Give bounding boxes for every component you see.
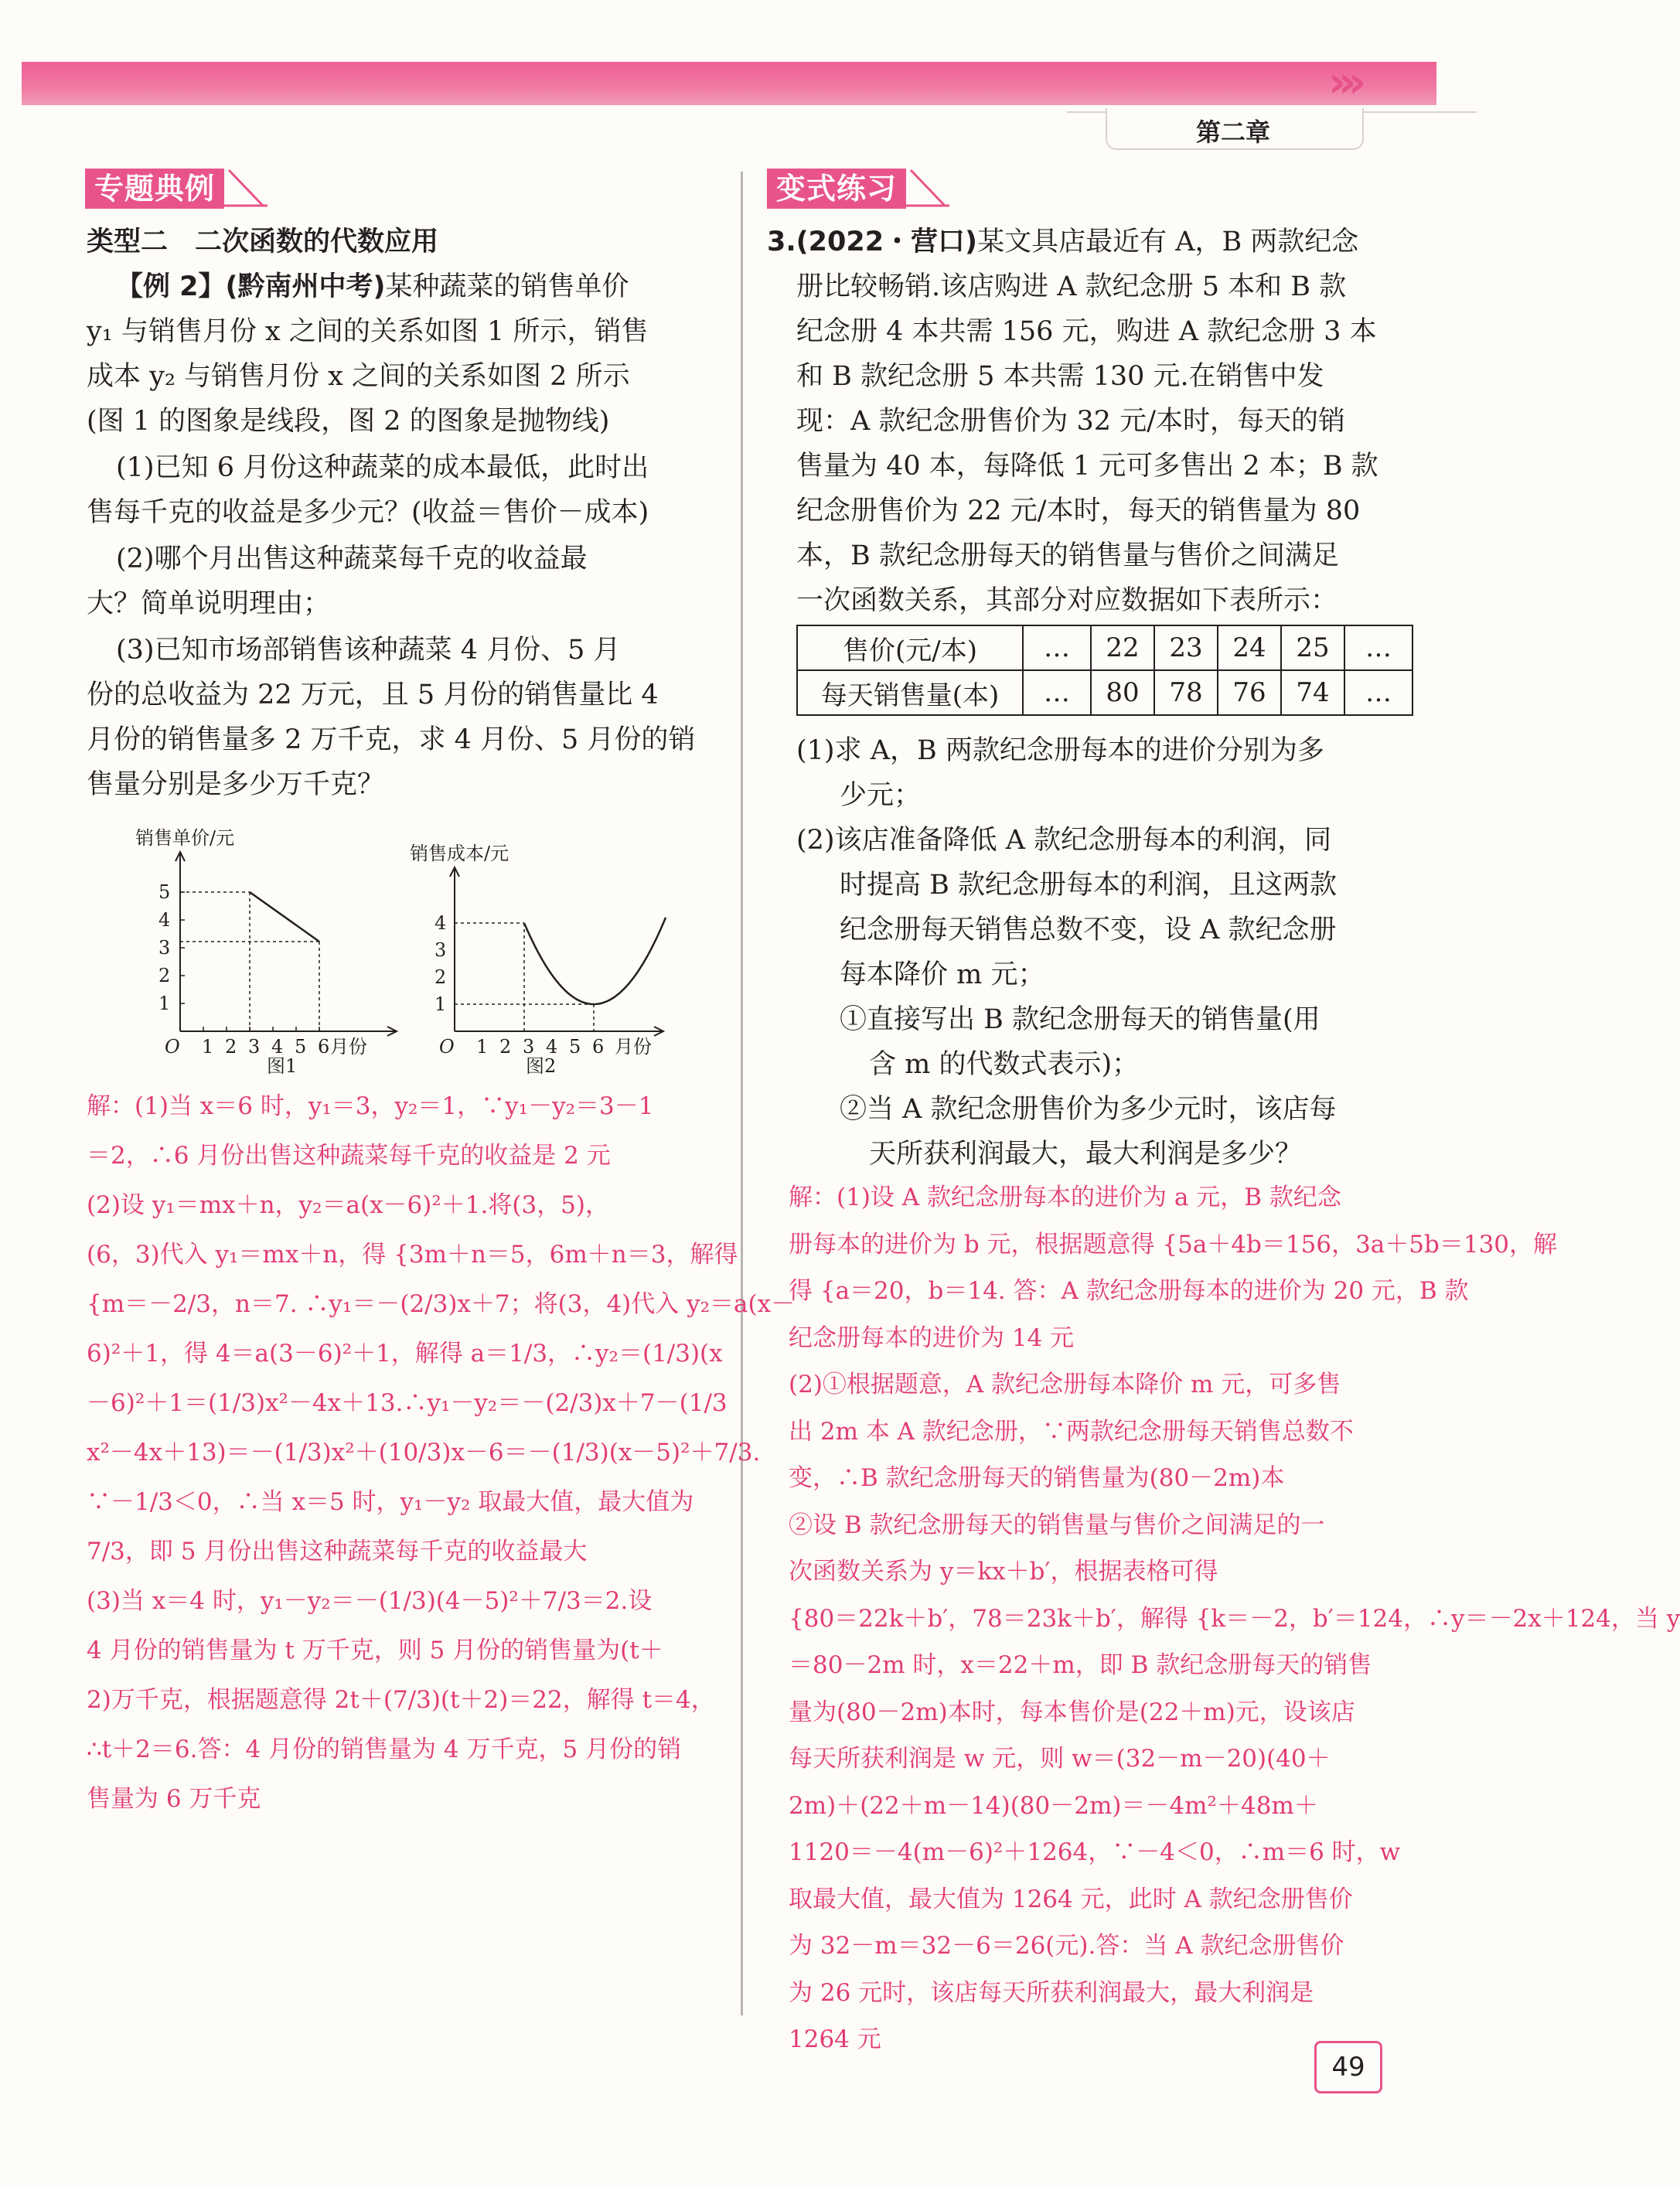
- table-cell: 80: [1091, 670, 1154, 715]
- fig2-xtick: 2: [499, 1036, 512, 1058]
- tag-slash-icon: [906, 169, 952, 209]
- solution-line: 解：(1)设 A 款纪念册每本的进价为 a 元，B 款纪念: [789, 1184, 1341, 1211]
- table-cell: …: [1344, 625, 1412, 670]
- tag-slash-icon: [224, 169, 271, 209]
- page-number: 49: [1314, 2041, 1382, 2093]
- solution-line: 变，∴B 款纪念册每天的销售量为(80－2m)本: [789, 1464, 1285, 1492]
- solution-line: (3)当 x＝4 时，y₁－y₂＝－(1/3)(4－5)²＋7/3＝2.设: [87, 1587, 653, 1615]
- table-cell: 74: [1281, 670, 1344, 715]
- fig1-xtick: 4: [271, 1036, 284, 1058]
- solution-line: 6)²＋1，得 4＝a(3－6)²＋1，解得 a＝1/3，∴y₂＝(1/3)(x: [87, 1340, 723, 1368]
- column-divider: [741, 172, 743, 2015]
- solution-line: ②设 B 款纪念册每天的销售量与售价之间满足的一: [789, 1511, 1325, 1539]
- question-label: 3.(2022・营口): [767, 227, 978, 257]
- solution-line: (6，3)代入 y₁＝mx＋n，得 {3m＋n＝5，6m＋n＝3，解得: [87, 1241, 738, 1269]
- fig2-xlabel: 月份: [615, 1036, 652, 1058]
- table-cell: …: [1023, 670, 1091, 715]
- fig2-ytick: 4: [434, 912, 447, 934]
- fig2-ylabel: 销售成本/元: [410, 843, 509, 864]
- solution-line: 次函数关系为 y＝kx＋b′，根据表格可得: [789, 1558, 1218, 1586]
- solution-line: 纪念册每本的进价为 14 元: [789, 1323, 1075, 1352]
- table-cell: …: [1023, 625, 1091, 670]
- figure-2: [410, 836, 711, 1077]
- fig2-xtick: 5: [569, 1036, 581, 1058]
- sub-question-2-line: 时提高 B 款纪念册每本的利润，且这两款: [840, 870, 1337, 901]
- question-2-line: (2)哪个月出售这种蔬菜每千克的收益最: [116, 543, 588, 574]
- table-cell: …: [1344, 670, 1412, 715]
- type-title: 类型二 二次函数的代数应用: [87, 227, 439, 257]
- fig2-caption: 图2: [526, 1055, 557, 1077]
- fig2-xtick-labels: [476, 1036, 604, 1058]
- fig1-xtick: 3: [248, 1036, 261, 1058]
- fig2-xtick: 4: [546, 1036, 558, 1058]
- fig1-xtick: 6: [318, 1036, 330, 1058]
- example-line: y₁ 与销售月份 x 之间的关系如图 1 所示，销售: [87, 316, 649, 347]
- question-line: 一次函数关系，其部分对应数据如下表所示：: [796, 585, 1338, 616]
- fig2-ytick-labels: [434, 912, 446, 1015]
- sub-question-2a-line: 含 m 的代数式表示)；: [869, 1049, 1140, 1080]
- sub-question-2-line: 纪念册每天销售总数不变，设 A 款纪念册: [840, 915, 1337, 945]
- fig2-parabola: [524, 918, 666, 1004]
- solution-line: 得 {a＝20，b＝14. 答：A 款纪念册每本的进价为 20 元，B 款: [789, 1277, 1469, 1305]
- table-cell: 76: [1218, 670, 1281, 715]
- question-line: 纪念册售价为 22 元/本时，每天的销售量为 80: [796, 496, 1361, 526]
- chapter-title: 第二章: [1195, 118, 1270, 147]
- price-sales-table: [796, 625, 1413, 716]
- fig1-ylabel: 销售单价/元: [135, 827, 235, 849]
- fig2-origin: O: [439, 1036, 455, 1058]
- example-line: 成本 y₂ 与销售月份 x 之间的关系如图 2 所示: [87, 361, 630, 392]
- question-2-line: 大？简单说明理由；: [87, 588, 331, 619]
- solution-line: 7/3，即 5 月份出售这种蔬菜每千克的收益最大: [87, 1538, 588, 1565]
- solution-line: {m＝－2/3，n＝7. ∴y₁＝－(2/3)x＋7；将(3，4)代入 y₂＝a(x－: [87, 1290, 796, 1318]
- solution-line: －6)²＋1＝(1/3)x²－4x＋13.∴y₁－y₂＝－(2/3)x＋7－(1/3: [87, 1389, 728, 1417]
- table-cell: 每天销售量(本): [797, 670, 1023, 715]
- fig1-xtick: 5: [295, 1036, 307, 1058]
- fig1-xlabel: 月份: [330, 1036, 367, 1058]
- example-text: 某种蔬菜的销售单价: [385, 271, 629, 302]
- table-cell: 24: [1218, 625, 1281, 670]
- fig1-ytick: 5: [158, 881, 171, 903]
- section-tag-left: [85, 169, 271, 209]
- fig1-xtick: 1: [202, 1036, 214, 1058]
- solution-line: 2m)＋(22＋m－14)(80－2m)＝－4m²＋48m＋: [789, 1791, 1318, 1820]
- sub-question-1-line: (1)求 A，B 两款纪念册每本的进价分别为多: [796, 735, 1324, 766]
- solution-line: 每天所获利润是 w 元，则 w＝(32－m－20)(40＋: [789, 1745, 1331, 1773]
- example-intro: [116, 264, 629, 309]
- table-cell: 78: [1154, 670, 1218, 715]
- fig1-xtick-labels: [202, 1036, 329, 1058]
- question-line: 本，B 款纪念册每天的销售量与售价之间满足: [796, 540, 1339, 571]
- solution-line: 4 月份的销售量为 t 万千克，则 5 月份的销售量为(t＋: [87, 1637, 663, 1664]
- fig1-caption: 图1: [267, 1055, 298, 1077]
- question-3-line: 月份的销售量多 2 万千克，求 4 月份、5 月份的销: [87, 724, 696, 755]
- section-tag-label: 专题典例: [85, 169, 224, 209]
- table-row: [797, 625, 1412, 670]
- solution-line: x²－4x＋13)＝－(1/3)x²＋(10/3)x－6＝－(1/3)(x－5)²＋7/3.: [87, 1439, 761, 1467]
- solution-line: (2)①根据题意，A 款纪念册每本降价 m 元，可多售: [789, 1371, 1341, 1398]
- solution-line: 2)万千克，根据题意得 2t＋(7/3)(t＋2)＝22，解得 t＝4，: [87, 1686, 715, 1714]
- question-1-line: (1)已知 6 月份这种蔬菜的成本最低，此时出: [116, 452, 649, 483]
- fig2-ytick: 2: [434, 966, 447, 988]
- table-cell: 22: [1091, 625, 1154, 670]
- solution-line: 1264 元: [789, 2025, 881, 2053]
- fig2-ytick: 1: [434, 993, 447, 1015]
- fig2-xtick: 6: [592, 1036, 605, 1058]
- sub-question-2-line: 每本降价 m 元；: [840, 959, 1045, 990]
- question-line: 现：A 款纪念册售价为 32 元/本时，每天的销: [796, 406, 1345, 437]
- question-3-line: (3)已知市场部销售该种蔬菜 4 月份、5 月: [116, 635, 621, 666]
- example-label: 【例 2】(黔南州中考): [116, 271, 386, 302]
- table-row: [797, 670, 1412, 715]
- fig1-segment: [250, 892, 319, 942]
- solution-line: 解：(1)当 x＝6 时，y₁＝3，y₂＝1，∵y₁－y₂＝3－1: [87, 1092, 654, 1120]
- fig1-ytick: 2: [158, 965, 171, 986]
- question-text: 某文具店最近有 A，B 两款纪念: [977, 227, 1359, 257]
- header-banner: [22, 62, 1436, 105]
- question-line: 售量为 40 本，每降低 1 元可多售出 2 本；B 款: [796, 451, 1378, 482]
- solution-line: {80＝22k＋b′，78＝23k＋b′，解得 {k＝－2，b′＝124，∴y＝－2x＋124，当 y: [789, 1604, 1680, 1633]
- solution-line: 量为(80－2m)本时，每本售价是(22＋m)元，设该店: [789, 1698, 1355, 1726]
- section-tag-label: 变式练习: [767, 169, 906, 209]
- fig2-ytick: 3: [434, 939, 447, 961]
- fig1-ytick: 1: [158, 993, 171, 1014]
- example-line: (图 1 的图象是线段，图 2 的图象是抛物线): [87, 406, 610, 437]
- solution-line: ＝2，∴6 月份出售这种蔬菜每千克的收益是 2 元: [87, 1142, 611, 1170]
- question-3-line: 份的总收益为 22 万元，且 5 月份的销售量比 4: [87, 680, 659, 710]
- solution-line: ∵－1/3＜0，∴当 x＝5 时，y₁－y₂ 取最大值，最大值为: [87, 1488, 694, 1516]
- solution-line: 售量为 6 万千克: [87, 1785, 261, 1813]
- solution-line: ＝80－2m 时，x＝22＋m，即 B 款纪念册每天的销售: [789, 1651, 1372, 1679]
- fig2-xtick: 3: [523, 1036, 535, 1058]
- fig1-xtick: 2: [225, 1036, 237, 1058]
- solution-line: 出 2m 本 A 款纪念册，∵两款纪念册每天销售总数不: [789, 1417, 1354, 1446]
- figure-1: [135, 821, 437, 1077]
- table-cell: 售价(元/本): [797, 625, 1023, 670]
- solution-line: 取最大值，最大值为 1264 元，此时 A 款纪念册售价: [789, 1885, 1353, 1913]
- question-1-line: 售每千克的收益是多少元？(收益＝售价－成本): [87, 497, 649, 528]
- sub-question-2-line: (2)该店准备降低 A 款纪念册每本的利润，同: [796, 825, 1332, 856]
- fig1-ytick: 3: [158, 937, 171, 959]
- solution-line: 为 26 元时，该店每天所获利润最大，最大利润是: [789, 1978, 1314, 2007]
- question-3-line: 售量分别是多少万千克？: [87, 769, 385, 800]
- question-line: 册比较畅销.该店购进 A 款纪念册 5 本和 B 款: [796, 271, 1347, 302]
- header-arrows-icon: ›››: [1328, 57, 1359, 107]
- fig1-ytick: 4: [158, 909, 171, 931]
- sub-question-2b-line: ②当 A 款纪念册售价为多少元时，该店每: [840, 1094, 1337, 1125]
- question-line: 纪念册 4 本共需 156 元，购进 A 款纪念册 3 本: [796, 316, 1377, 347]
- section-tag-right: [767, 169, 952, 209]
- fig2-xtick: 1: [476, 1036, 489, 1058]
- solution-line: 册每本的进价为 b 元，根据题意得 {5a＋4b＝156，3a＋5b＝130，解: [789, 1230, 1558, 1259]
- fig1-ytick-labels: [158, 881, 170, 1014]
- solution-line: 1120＝－4(m－6)²＋1264，∵－4＜0，∴m＝6 时，w: [789, 1838, 1401, 1866]
- solution-line: (2)设 y₁＝mx＋n，y₂＝a(x－6)²＋1.将(3，5)，: [87, 1191, 610, 1219]
- solution-line: ∴t＋2＝6.答：4 月份的销售量为 4 万千克，5 月份的销: [87, 1736, 682, 1763]
- question-3-intro: [767, 220, 1358, 264]
- table-cell: 25: [1281, 625, 1344, 670]
- question-line: 和 B 款纪念册 5 本共需 130 元.在销售中发: [796, 361, 1324, 392]
- sub-question-2b-line: 天所获利润最大，最大利润是多少？: [869, 1139, 1303, 1170]
- fig1-origin: O: [165, 1036, 180, 1058]
- sub-question-2a-line: ①直接写出 B 款纪念册每天的销售量(用: [840, 1004, 1320, 1035]
- sub-question-1-line: 少元；: [840, 780, 922, 811]
- solution-line: 为 32－m＝32－6＝26(元).答：当 A 款纪念册售价: [789, 1932, 1344, 1960]
- table-cell: 23: [1154, 625, 1218, 670]
